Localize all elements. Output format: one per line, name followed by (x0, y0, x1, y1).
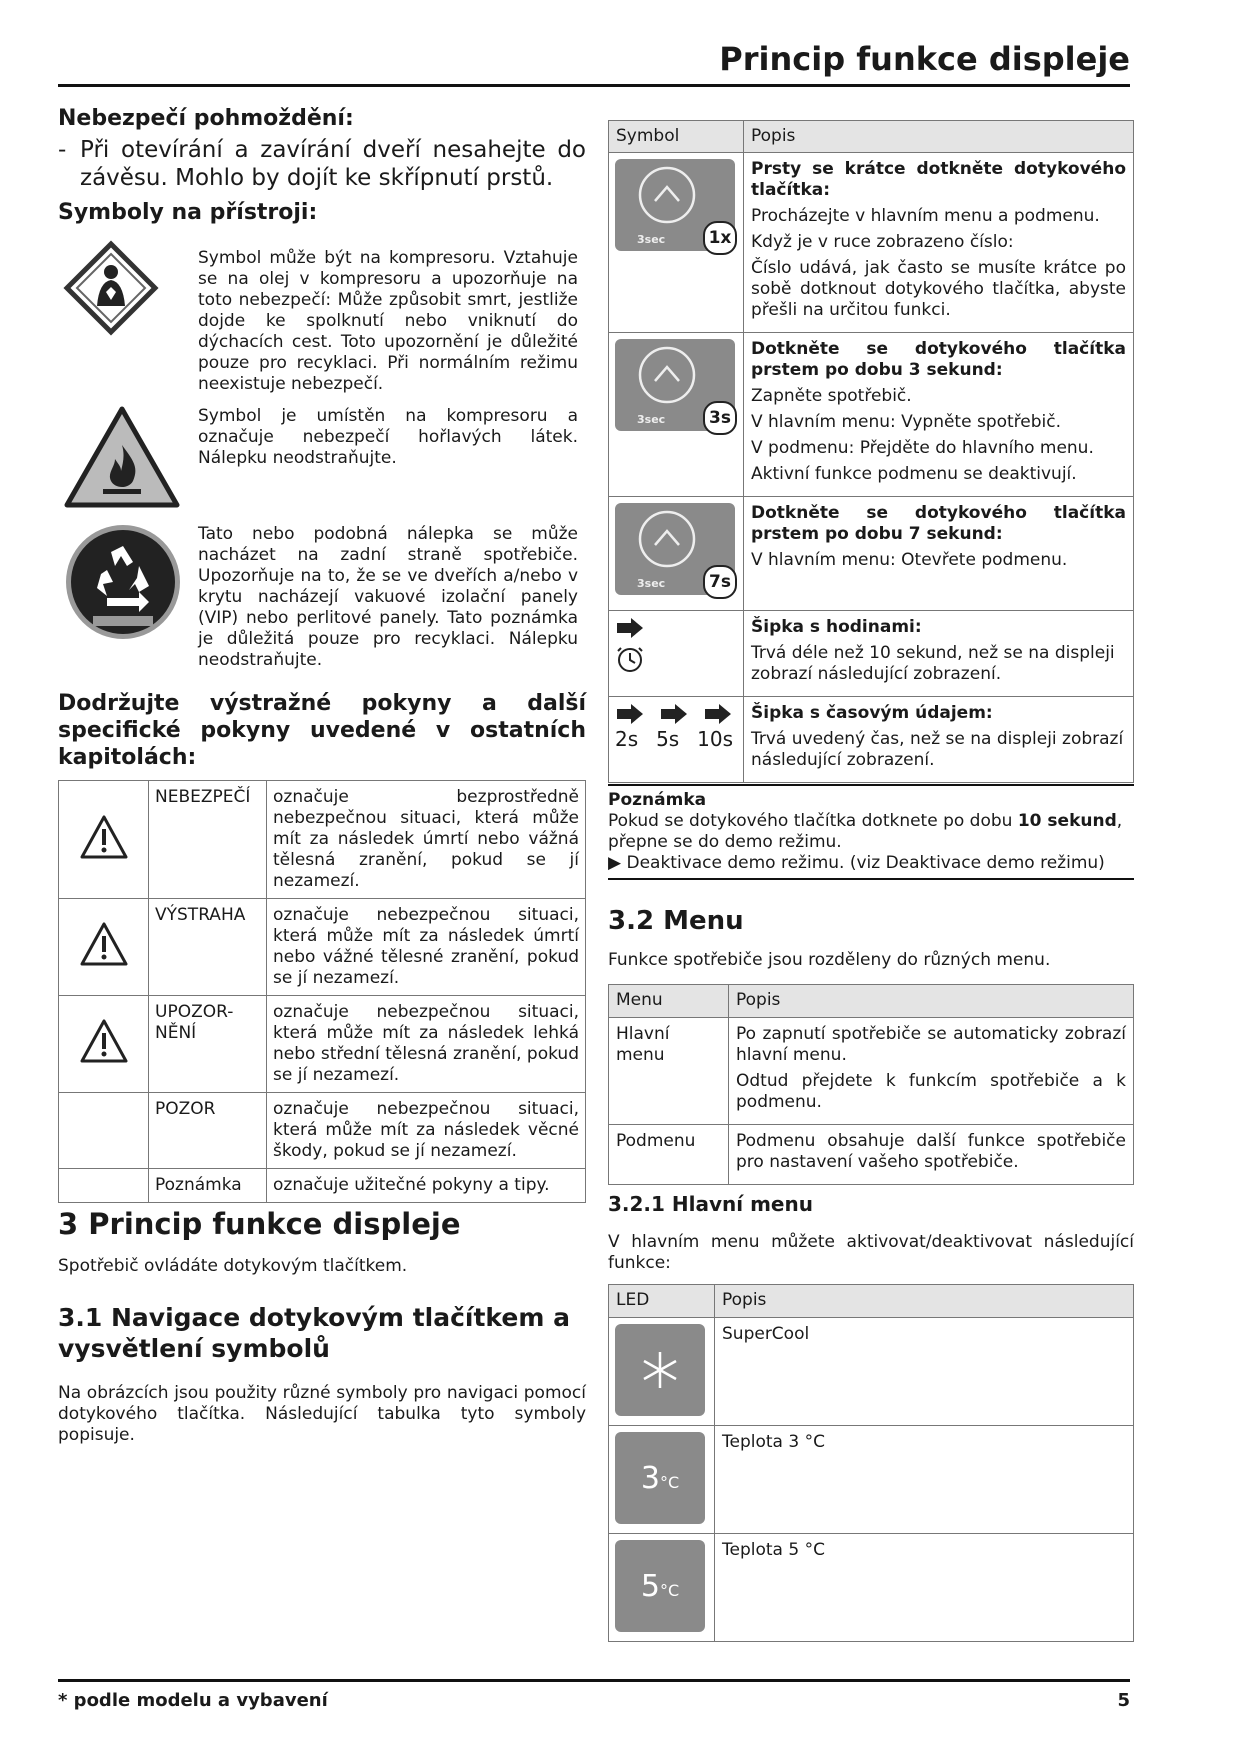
table-row (609, 1018, 1134, 1125)
section-3-2-title: 3.2 Menu (608, 906, 744, 936)
clock-icon (615, 645, 645, 675)
row-line: V podmenu: Přejděte do hlavního menu. (751, 438, 1094, 458)
menu-table (608, 984, 1134, 1185)
column-header-description: Popis (715, 1285, 1134, 1318)
table-row (609, 1125, 1134, 1185)
warning-desc: označuje nebezpečnou situaci, která může mít za následek lehká nebo střední tělesná zranění, pokud se jí nezamezí. (267, 996, 586, 1093)
row-line: V hlavním menu: Vypněte spotřebič. (751, 412, 1062, 432)
note-text-post: , přepne se do demo režimu. (608, 811, 1123, 852)
warning-desc: označuje nebezpečnou situaci, která může mít za následek věcné škody, pokud se jí nezamezí. (267, 1093, 586, 1169)
footer-rule (58, 1679, 1130, 1682)
row-line: Když je v ruce zobrazeno číslo: (751, 232, 1014, 252)
arrow-right-icon (703, 703, 733, 725)
note-text-pre: Pokud se dotykového tlačítka dotknete po dobu (608, 811, 1018, 831)
temp-number: 3 (640, 1460, 660, 1496)
touch-button-icon (615, 339, 735, 431)
led-description: Teplota 5 °C (715, 1534, 1134, 1642)
time-label: 2s (615, 727, 639, 751)
row-title: Šipka s časovým údajem: (751, 703, 993, 723)
table-row (609, 497, 1134, 611)
table-row (59, 996, 586, 1093)
description-cell (729, 1018, 1134, 1125)
led-cell (609, 1318, 715, 1426)
warning-desc: označuje bezprostředně nebezpečnou situaci, která může mít za následek úmrtí nebo vážná tělesná zranění, pokud se jí nezamezí. (267, 781, 586, 899)
column-header-led: LED (609, 1285, 715, 1318)
symbol-text-3: Tato nebo podobná nálepka se může nacházet na zadní straně spotřebiče. Upozorňuje na to, že se ve dveřích a/nebo v krytu nacházejí vakuové izolační panely (VIP) nebo perlitové panely. Tato poznámka je důležitá pouze pro recyklaci. Nálepku neodstraňujte. (198, 524, 578, 670)
warning-icon-cell (59, 996, 149, 1093)
symbol-cell (609, 153, 744, 333)
page-number: 5 (1117, 1690, 1130, 1711)
touch-circle-icon (637, 509, 697, 569)
table-row (59, 899, 586, 996)
flammable-warning-icon (63, 405, 181, 509)
symbols-heading: Symboly na přístroji: (58, 200, 318, 225)
warning-triangle-icon (79, 1018, 129, 1064)
warnings-heading: Dodržujte výstražné pokyny a další specifické pokyny uvedené v ostatních kapitolách: (58, 691, 586, 770)
warning-icon-cell (59, 781, 149, 899)
play-arrow-icon: ▶ (608, 853, 622, 873)
symbol-table (608, 120, 1134, 783)
note-text-bold: 10 sekund (1017, 811, 1117, 831)
table-row (609, 697, 1134, 783)
description-cell (744, 497, 1134, 611)
warning-table (58, 780, 586, 1203)
table-header-row (609, 121, 1134, 153)
section-3-text: Spotřebič ovládáte dotykovým tlačítkem. (58, 1256, 408, 1276)
list-dash: - (58, 137, 67, 163)
section-3-2-1-text: V hlavním menu můžete aktivovat/deaktivovat následující funkce: (608, 1232, 1134, 1273)
section-3-2-text: Funkce spotřebiče jsou rozděleny do různých menu. (608, 950, 1051, 970)
warning-desc: označuje užitečné pokyny a tipy. (267, 1169, 586, 1203)
time-label: 10s (697, 727, 733, 751)
temp-5-icon (615, 1540, 705, 1632)
left-column (58, 106, 586, 226)
row-line: Číslo udává, jak často se musíte krátce po sobě dotknout dotykového tlačítka, abyste přešli na určitou funkci. (751, 258, 1126, 320)
tap-hand-7s-icon: 7s (703, 565, 737, 599)
temp-3-icon (615, 1432, 705, 1524)
column-header-description: Popis (744, 121, 1134, 153)
section-3-2-1-title: 3.2.1 Hlavní menu (608, 1192, 813, 1216)
table-row (609, 153, 1134, 333)
led-table (608, 1284, 1134, 1642)
power-3sec-label: 3sec (637, 577, 666, 590)
touch-button-icon (615, 503, 735, 595)
crush-heading: Nebezpečí pohmoždění: (58, 106, 354, 131)
row-line: Zapněte spotřebič. (751, 386, 912, 406)
table-row (609, 1426, 1134, 1534)
warning-label: VÝSTRAHA (149, 899, 267, 996)
led-cell (609, 1534, 715, 1642)
arrow-row (615, 703, 733, 725)
symbol-cell (609, 611, 744, 697)
section-3-1-text: Na obrázcích jsou použity různé symboly pro navigaci pomocí dotykového tlačítka. Následující tabulka tyto symboly popisuje. (58, 1383, 586, 1445)
warning-triangle-icon (79, 921, 129, 967)
arrow-right-icon (615, 617, 645, 639)
page-header-title: Princip funkce displeje (719, 40, 1130, 78)
table-header-row (609, 1285, 1134, 1318)
description-cell (729, 1125, 1134, 1185)
row-line: Aktivní funkce podmenu se deaktivují. (751, 464, 1077, 484)
symbol-text-2: Symbol je umístěn na kompresoru a označuje nebezpečí hořlavých látek. Nálepku neodstraňujte. (198, 406, 578, 468)
power-3sec-label: 3sec (637, 233, 666, 246)
header-rule (58, 84, 1130, 87)
row-line: Po zapnutí spotřebiče se automaticky zobrazí hlavní menu. (736, 1024, 1126, 1065)
column-header-menu: Menu (609, 985, 729, 1018)
temp-number: 5 (640, 1568, 660, 1604)
table-header-row (609, 985, 1134, 1018)
menu-name: Podmenu (609, 1125, 729, 1185)
touch-circle-icon (637, 165, 697, 225)
crush-item (58, 136, 586, 192)
empty-icon-cell (59, 1169, 149, 1203)
row-line: V hlavním menu: Otevřete podmenu. (751, 550, 1068, 570)
row-line: Trvá déle než 10 sekund, než se na displeji zobrazí následující zobrazení. (751, 643, 1115, 684)
menu-name: Hlavní menu (609, 1018, 729, 1125)
table-row (609, 333, 1134, 497)
section-3-1-title: 3.1 Navigace dotykovým tlačítkem a vysvětlení symbolů (58, 1303, 570, 1363)
row-line: Odtud přejdete k funkcím spotřebiče a k podmenu. (736, 1071, 1126, 1112)
tap-hand-1x-icon: 1x (703, 221, 737, 255)
table-row (59, 1169, 586, 1203)
warning-label: POZOR (149, 1093, 267, 1169)
recycling-icon (63, 522, 183, 642)
row-title: Dotkněte se dotykového tlačítka prstem po dobu 3 sekund: (751, 339, 1126, 380)
symbol-text-1: Symbol může být na kompresoru. Vztahuje se na olej v kompresoru a upozorňuje na toto nebezpečí: Může způsobit smrt, jestliže dojde ke spolknutí nebo vniknutí do dýchacích cest. Toto upozornění je důležité pouze pro recyklaci. Při normálním režimu neexistuje nebezpečí. (198, 248, 578, 394)
health-hazard-icon (63, 240, 159, 336)
touch-circle-icon (637, 345, 697, 405)
warning-triangle-icon (79, 814, 129, 860)
warning-label: NEBEZPEČÍ (149, 781, 267, 899)
table-row (59, 1093, 586, 1169)
description-cell (744, 697, 1134, 783)
arrow-right-icon (615, 703, 645, 725)
tap-hand-3s-icon: 3s (703, 401, 737, 435)
note-box (608, 784, 1134, 880)
led-description: Teplota 3 °C (715, 1426, 1134, 1534)
section-3-title: 3 Princip funkce displeje (58, 1207, 461, 1241)
led-cell (609, 1426, 715, 1534)
note-text (608, 811, 1134, 853)
temp-unit: °C (659, 1472, 680, 1492)
row-line: Trvá uvedený čas, než se na displeji zobrazí následující zobrazení. (751, 729, 1124, 770)
crush-text: Při otevírání a zavírání dveří nesahejte do závěsu. Mohlo by dojít ke skřípnutí prstů. (80, 137, 586, 191)
row-title: Dotkněte se dotykového tlačítka prstem po dobu 7 sekund: (751, 503, 1126, 544)
demo-mode-link[interactable]: Deaktivace demo režimu. (viz Deaktivace demo režimu) (626, 853, 1105, 873)
temp-unit: °C (659, 1580, 680, 1600)
snowflake-icon (615, 1324, 705, 1416)
warning-label: UPOZOR- NĚNÍ (149, 996, 267, 1093)
warning-desc: označuje nebezpečnou situaci, která může mít za následek úmrtí nebo vážné tělesné zranění, pokud se jí nezamezí. (267, 899, 586, 996)
warning-label: Poznámka (149, 1169, 267, 1203)
table-row (609, 1534, 1134, 1642)
symbol-cell (609, 333, 744, 497)
table-row (609, 1318, 1134, 1426)
warning-icon-cell (59, 899, 149, 996)
table-row (59, 781, 586, 899)
description-cell (744, 611, 1134, 697)
row-line: Procházejte v hlavním menu a podmenu. (751, 206, 1100, 226)
footer-note: * podle modelu a vybavení (58, 1690, 328, 1711)
time-labels (615, 729, 733, 750)
symbol-cell (609, 697, 744, 783)
table-row (609, 611, 1134, 697)
empty-icon-cell (59, 1093, 149, 1169)
row-title: Šipka s hodinami: (751, 617, 922, 637)
led-description: SuperCool (715, 1318, 1134, 1426)
snowflake-glyph (638, 1348, 682, 1392)
note-action (608, 853, 1134, 874)
description-cell (744, 333, 1134, 497)
row-title: Prsty se krátce dotkněte dotykového tlačítka: (751, 159, 1126, 200)
column-header-description: Popis (729, 985, 1134, 1018)
touch-button-icon (615, 159, 735, 251)
arrow-right-icon (659, 703, 689, 725)
symbol-cell (609, 497, 744, 611)
power-3sec-label: 3sec (637, 413, 666, 426)
time-label: 5s (656, 727, 680, 751)
description-cell (744, 153, 1134, 333)
row-line: Podmenu obsahuje další funkce spotřebiče pro nastavení vašeho spotřebiče. (736, 1131, 1126, 1172)
column-header-symbol: Symbol (609, 121, 744, 153)
note-heading: Poznámka (608, 790, 707, 810)
